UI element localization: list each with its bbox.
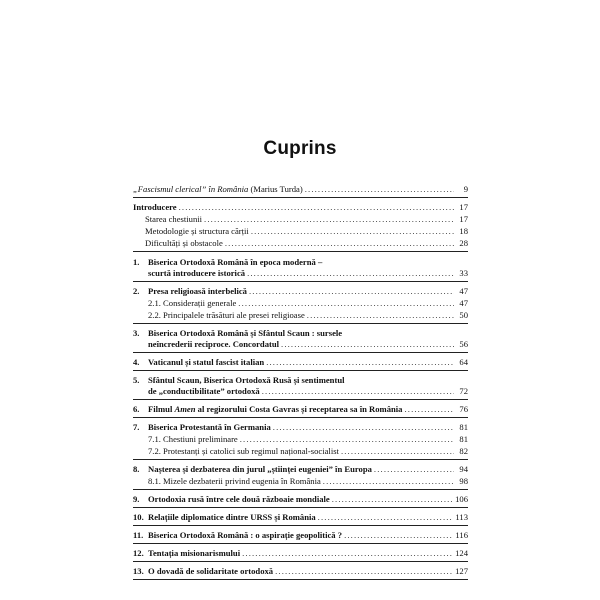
toc-entry-text: O dovadă de solidaritate ortodoxă: [148, 566, 274, 577]
separator-line: [133, 281, 468, 282]
chapter-number: 4.: [133, 357, 140, 368]
toc-entry-section-7-2: [133, 445, 468, 456]
toc-entry-metodologie: [133, 225, 468, 236]
toc-page-number: 17: [459, 214, 468, 225]
toc-page-number: 81: [459, 434, 468, 445]
toc-entry-chapter-1: [133, 267, 468, 278]
separator-line: [133, 352, 468, 353]
dot-leader: [225, 239, 454, 248]
toc-page-number: 94: [459, 464, 468, 475]
toc-entry-text: 7.2. Protestanți și catolici sub regimul național-socialist: [148, 446, 339, 457]
toc-entry-text: 7.1. Chestiuni preliminare: [148, 434, 238, 445]
toc-entry-text: Biserica Protestantă în Germania: [148, 422, 271, 433]
separator-line: [133, 459, 468, 460]
toc-entry-text: Dificultăți și obstacole: [145, 238, 223, 249]
dot-leader: [404, 405, 454, 414]
chapter-number: 7.: [133, 422, 140, 433]
toc-page-number: 98: [459, 476, 468, 487]
toc-entry-text: Ortodoxia rusă între cele două războaie mondiale: [148, 494, 330, 505]
toc-page-number: 17: [459, 202, 468, 213]
dot-leader: [281, 340, 454, 349]
toc-entry-text: Metodologie și structura cărții: [145, 226, 249, 237]
toc-entry-chapter-2: [133, 285, 468, 296]
toc-page-number: 106: [455, 494, 468, 505]
toc-entry-chapter-6: [133, 403, 468, 414]
toc-page-number: 72: [459, 386, 468, 397]
dot-leader: [247, 269, 454, 278]
toc-page-number: 124: [455, 548, 468, 559]
toc-entry-section-8-1: [133, 475, 468, 486]
toc-entry-section-2-2: [133, 309, 468, 320]
separator-line: [133, 323, 468, 324]
dot-leader: [318, 513, 454, 522]
toc-entry-text: 8.1. Mizele dezbaterii privind eugenia în România: [148, 476, 321, 487]
toc-entry-text: Sfântul Scaun, Biserica Ortodoxă Rusă și sentimentul: [148, 375, 345, 386]
chapter-number: 11.: [133, 530, 144, 541]
toc-entry-text: Introducere: [133, 202, 177, 213]
toc-entry-chapter-11: [133, 529, 468, 540]
chapter-number: 13.: [133, 566, 144, 577]
dot-leader: [204, 215, 454, 224]
toc-entry-section-7-1: [133, 433, 468, 444]
toc-page-number: 56: [459, 339, 468, 350]
chapter-number: 9.: [133, 494, 140, 505]
toc-entry-chapter-5: [133, 385, 468, 396]
toc-entry-section-2-1: [133, 297, 468, 308]
toc-entry-chapter-8: [133, 463, 468, 474]
toc-entry-chapter-13: [133, 565, 468, 576]
dot-leader: [341, 447, 454, 456]
dot-leader: [249, 287, 454, 296]
toc-page-number: 81: [459, 422, 468, 433]
dot-leader: [251, 227, 454, 236]
toc-page-number: 28: [459, 238, 468, 249]
dot-leader: [240, 435, 454, 444]
toc-entry-text: Filmul Amen al regizorului Costa Gavras și receptarea sa în România: [148, 404, 403, 415]
toc-entry-text: de „conductibilitate” ortodoxă: [148, 386, 260, 397]
toc-page-number: 127: [455, 566, 468, 577]
separator-line: [133, 370, 468, 371]
toc-entry-dificultati: [133, 237, 468, 248]
dot-leader: [238, 299, 454, 308]
toc-entry-chapter-7: [133, 421, 468, 432]
separator-line: [133, 561, 468, 562]
dot-leader: [275, 567, 453, 576]
toc-entry-chapter-4: [133, 356, 468, 367]
toc-entry-chapter-12: [133, 547, 468, 558]
dot-leader: [323, 477, 454, 486]
separator-line: [133, 489, 468, 490]
separator-line: [133, 251, 468, 252]
toc-entry-text: Biserica Ortodoxă Română și Sfântul Scaun : sursele: [148, 328, 343, 339]
toc-page-number: 9: [463, 184, 468, 195]
chapter-number: 5.: [133, 375, 140, 386]
separator-line: [133, 543, 468, 544]
dot-leader: [242, 549, 453, 558]
toc-entry-text: Starea chestiunii: [145, 214, 203, 225]
separator-line: [133, 399, 468, 400]
dot-leader: [344, 531, 453, 540]
chapter-number: 6.: [133, 404, 140, 415]
toc-entry-foreword: [133, 183, 468, 194]
separator-line: [133, 507, 468, 508]
toc-page-number: 18: [459, 226, 468, 237]
separator-line: [133, 579, 468, 580]
toc-entry-text: Presa religioasă interbelică: [148, 286, 247, 297]
toc-page-number: 113: [455, 512, 468, 523]
toc-entry-text: „Fascismul clerical” în România (Marius Turda): [133, 184, 303, 195]
toc-page-number: 116: [455, 530, 468, 541]
chapter-number: 2.: [133, 286, 140, 297]
separator-line: [133, 525, 468, 526]
toc-entry-text: neîncrederii reciproce. Concordatul: [148, 339, 280, 350]
toc-page-number: 64: [459, 357, 468, 368]
separator-line: [133, 417, 468, 418]
toc-page-number: 50: [459, 310, 468, 321]
toc-entry-text: Biserica Ortodoxă Română : o aspirație geopolitică ?: [148, 530, 343, 541]
dot-leader: [332, 495, 453, 504]
toc-entry-introducere: [133, 201, 468, 212]
toc-page-number: 47: [459, 286, 468, 297]
dot-leader: [307, 311, 454, 320]
chapter-number: 12.: [133, 548, 144, 559]
dot-leader: [374, 465, 454, 474]
dot-leader: [273, 423, 454, 432]
dot-leader: [266, 358, 454, 367]
toc-entry-text: Relațiile diplomatice dintre URSS și România: [148, 512, 316, 523]
page-title: Cuprins: [263, 138, 337, 159]
toc-entry-chapter-5-line1: [133, 374, 468, 385]
toc-entry-text: scurtă introducere istorică: [148, 268, 246, 279]
toc-entry-chapter-9: [133, 493, 468, 504]
chapter-number: 1.: [133, 257, 140, 268]
toc-entry-chapter-3: [133, 338, 468, 349]
toc-entry-text: Tentația misionarismului: [148, 548, 241, 559]
toc-entry-chapter-1-line1: [133, 256, 468, 267]
toc-page-number: 76: [459, 404, 468, 415]
chapter-number: 8.: [133, 464, 140, 475]
toc-entry-chapter-3-line1: [133, 327, 468, 338]
toc-entry-text: Biserica Ortodoxă Română în epoca modernă –: [148, 257, 323, 268]
toc-entry-chapter-10: [133, 511, 468, 522]
chapter-number: 3.: [133, 328, 140, 339]
toc-entry-starea-chestiunii: [133, 213, 468, 224]
toc-entry-text: 2.1. Considerații generale: [148, 298, 237, 309]
chapter-number: 10.: [133, 512, 144, 523]
separator-line: [133, 197, 468, 198]
dot-leader: [262, 387, 454, 396]
toc-entry-text: Vaticanul și statul fascist italian: [148, 357, 265, 368]
toc-entry-text: Nașterea și dezbaterea din jurul „științei eugeniei” în Europa: [148, 464, 372, 475]
dot-leader: [305, 185, 454, 194]
toc-page-number: 47: [459, 298, 468, 309]
toc-entry-text: 2.2. Principalele trăsături ale presei religioase: [148, 310, 305, 321]
toc-page-number: 33: [459, 268, 468, 279]
dot-leader: [179, 203, 454, 212]
toc-page-number: 82: [459, 446, 468, 457]
